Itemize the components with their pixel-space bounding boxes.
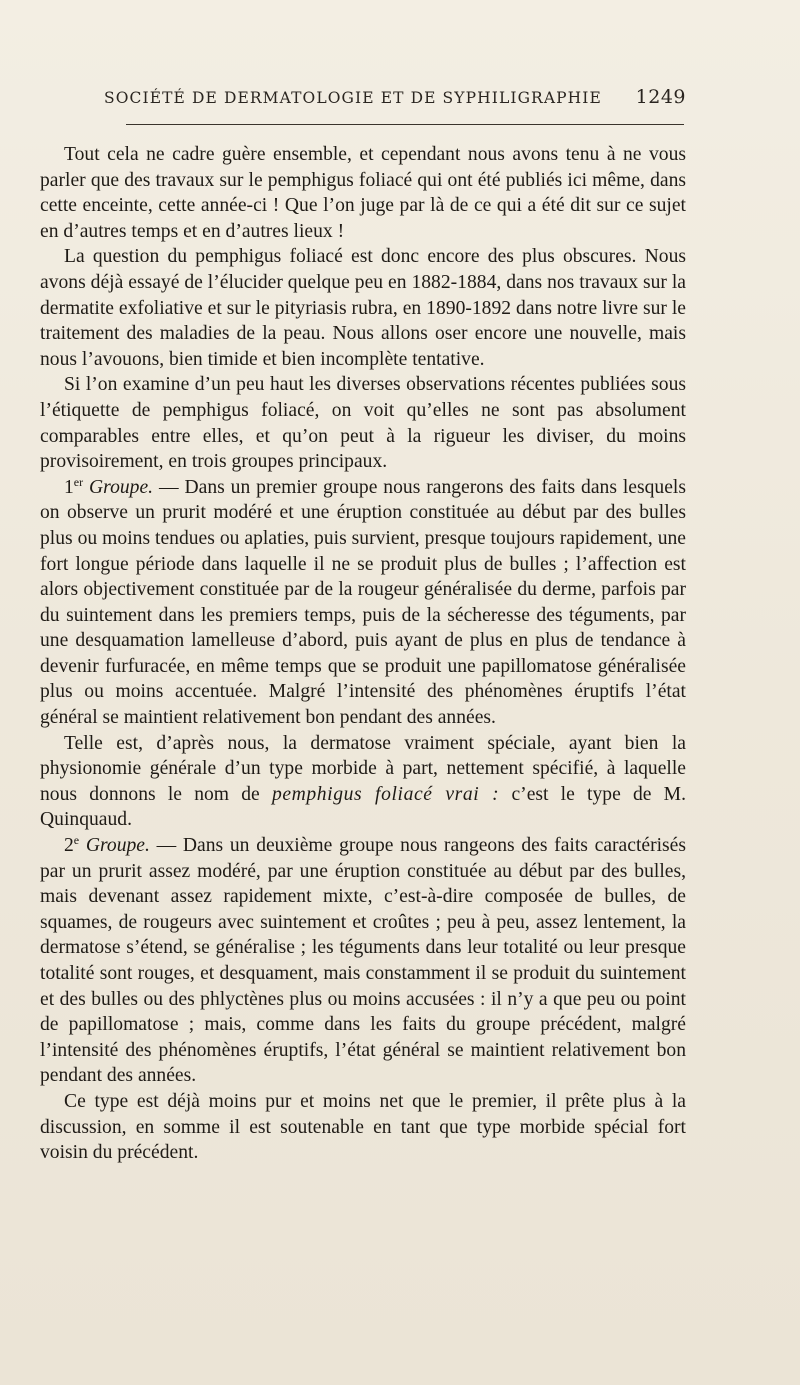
group-ordinal-suffix: er [73, 474, 84, 489]
paragraph-group-1 [40, 475, 686, 731]
group-label: Groupe. [89, 476, 154, 498]
group-ordinal-suffix: e [73, 833, 80, 848]
paragraph-5-before: Telle est, d’après nous, la dermatose vraiment spéciale, ayant bien la physionomie générale d’un type morbide à part, nettement spécifié, à laquelle nous donnons le nom de [40, 732, 686, 805]
group-number: 1 [64, 476, 74, 498]
paragraph-group-2 [40, 833, 686, 1089]
running-head: SOCIÉTÉ DE DERMATOLOGIE ET DE SYPHILIGRAPHIE [104, 89, 602, 107]
page-number: 1249 [635, 86, 686, 108]
group-label: Groupe. [85, 835, 150, 857]
group-text: — Dans un premier groupe nous rangerons des faits dans lesquels on observe un prurit modéré et une éruption constituée au début par des bulles plus ou moins tendues ou aplaties, puis survient, presque toujours rapidement, une fort longue période dans laquelle il ne se produit plus de bulles ; l’affection est alors objectivement constituée par de la rougeur généralisée du derme, parfois par du suintement dans les premiers temps, puis de la sécheresse des téguments, par une desquamation lamelleuse d’abord, puis ayant de plus en plus de tendance à devenir furfuracée, en même temps que se produit une papillomatose généralisée plus ou moins accentuée. Malgré l’intensité des phénomènes éruptifs l’état général se maintient relativement bon pendant des années. [40, 476, 686, 729]
paragraph-3: Si l’on examine d’un peu haut les diverses observations récentes publiées sous l’étiquette de pemphigus foliacé, on voit qu’elles ne sont pas absolument comparables entre elles, et qu’on peut à la rigueur les diviser, du moins provisoirement, en trois groupes principaux. [40, 374, 686, 473]
term-pemphigus-foliace-vrai: pemphigus foliacé vrai : [271, 783, 500, 805]
group-text: — Dans un deuxième groupe nous rangeons des faits caractérisés par un prurit assez modéré, par une éruption constituée au début par des bulles, mais devenant assez rapidement mixte, c’est-à-dire composée de bulles, de squames, de rougeurs avec suintement et croûtes ; peu à peu, assez lentement, la dermatose s’étend, se généralise ; les téguments dans leur totalité ou leur presque totalité sont rouges, et desquament, mais constamment il se produit du suintement et des bulles ou des phlyctènes plus ou moins accusées : il n’y a que peu ou point de papillomatose ; mais, comme dans les faits du groupe précédent, malgré l’intensité des phénomènes éruptifs, l’état général se maintient relativement bon pendant des années. [40, 835, 686, 1087]
paragraph-2: La question du pemphigus foliacé est donc encore des plus obscures. Nous avons déjà essayé de l’élucider quelque peu en 1882-1884, dans nos travaux sur la dermatite exfoliative et sur le pityriasis rubra, en 1890-1892 dans notre livre sur le traitement des maladies de la peau. Nous allons oser encore une nouvelle, mais nous l’avouons, bien timide et bien incomplète tentative. [40, 246, 686, 370]
header-rule [126, 124, 684, 125]
paragraph-7: Ce type est déjà moins pur et moins net que le premier, il prête plus à la discussion, en somme il est soutenable en tant que type morbide spécial fort voisin du précédent. [40, 1090, 686, 1164]
page-header [104, 86, 686, 108]
paragraph-5-after: c’est le type de M. Quinquaud. [40, 783, 686, 831]
paragraph-1: Tout cela ne cadre guère ensemble, et cependant nous avons tenu à ne vous parler que des travaux sur le pemphigus foliacé qui ont été publiés ici même, dans cette enceinte, cette année-ci ! Que l’on juge par là de ce qui a été dit sur ce sujet en d’autres temps et en d’autres lieux ! [40, 144, 686, 242]
group-number: 2 [64, 835, 74, 857]
paragraph-5 [40, 731, 686, 833]
main-text [40, 142, 686, 1166]
